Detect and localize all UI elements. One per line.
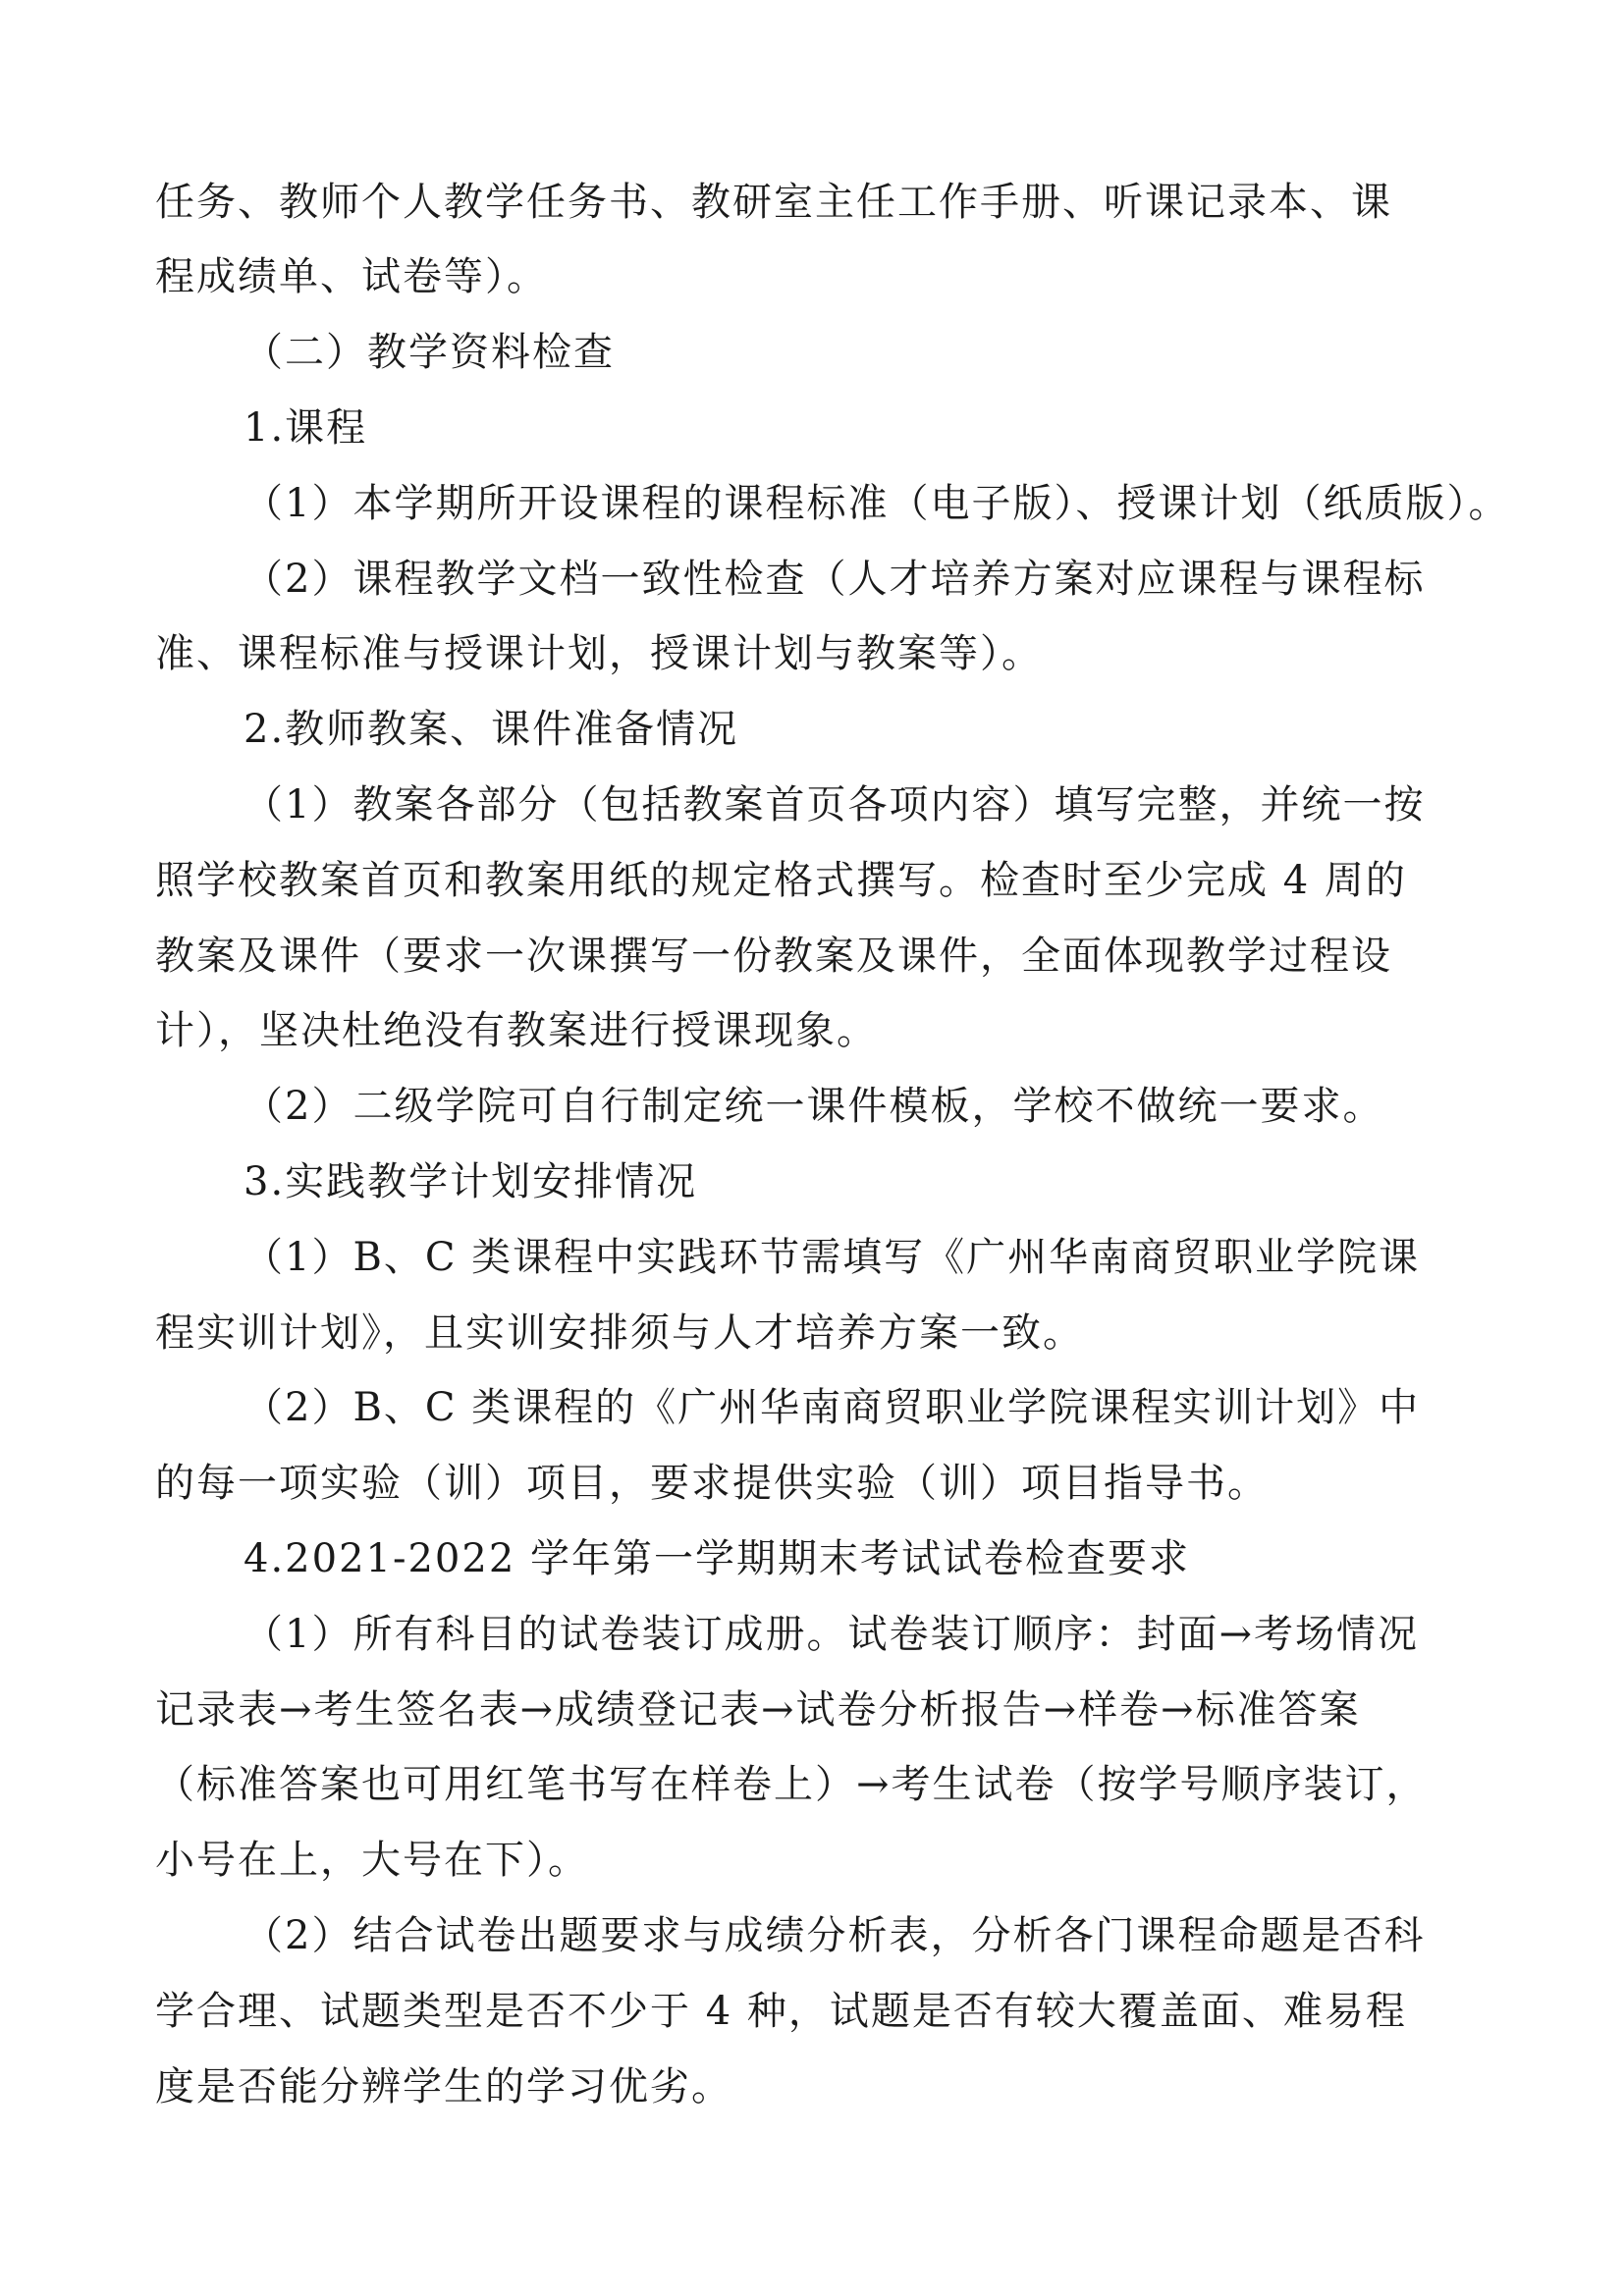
list-item: （2）结合试卷出题要求与成绩分析表，分析各门课程命题是否科 <box>244 1913 1426 1958</box>
paragraph-line: 学合理、试题类型是否不少于 4 种，试题是否有较大覆盖面、难易程 <box>155 1989 1407 2034</box>
subsection-heading: 3.实践教学计划安排情况 <box>244 1159 698 1204</box>
paragraph-line: 照学校教案首页和教案用纸的规定格式撰写。检查时至少完成 4 周的 <box>155 858 1407 903</box>
subsection-heading: 2.教师教案、课件准备情况 <box>244 707 739 752</box>
paragraph-line: 程成绩单、试卷等）。 <box>155 254 548 299</box>
paragraph-line: 任务、教师个人教学任务书、教研室主任工作手册、听课记录本、课 <box>155 180 1392 225</box>
paragraph-line: 记录表→考生签名表→成绩登记表→试卷分析报告→样卷→标准答案 <box>155 1687 1361 1733</box>
section-heading: （二）教学资料检查 <box>244 330 615 375</box>
paragraph-line: 度是否能分辨学生的学习优劣。 <box>155 2064 732 2109</box>
list-item: （1）教案各部分（包括教案首页各项内容）填写完整，并统一按 <box>244 782 1426 828</box>
list-item: （1）B、C 类课程中实践环节需填写《广州华南商贸职业学院课 <box>244 1235 1421 1280</box>
subsection-heading: 1.课程 <box>244 405 368 451</box>
list-item: （1）本学期所开设课程的课程标准（电子版）、授课计划（纸质版）。 <box>244 481 1510 526</box>
list-item: （2）课程教学文档一致性检查（人才培养方案对应课程与课程标 <box>244 557 1426 602</box>
paragraph-line: 准、课程标准与授课计划，授课计划与教案等）。 <box>155 631 1043 676</box>
list-item: （2）二级学院可自行制定统一课件模板，学校不做统一要求。 <box>244 1084 1384 1129</box>
subsection-heading: 4.2021-2022 学年第一学期期末考试试卷检查要求 <box>244 1536 1190 1581</box>
list-item: （1）所有科目的试卷装订成册。试卷装订顺序：封面→考场情况 <box>244 1612 1419 1657</box>
paragraph-line: （标准答案也可用红笔书写在样卷上）→考生试卷（按学号顺序装订， <box>155 1762 1428 1807</box>
list-item: （2）B、C 类课程的《广州华南商贸职业学院课程实训计划》中 <box>244 1385 1421 1430</box>
paragraph-line: 程实训计划》，且实训安排须与人才培养方案一致。 <box>155 1310 1084 1356</box>
paragraph-line: 的每一项实验（训）项目，要求提供实验（训）项目指导书。 <box>155 1461 1269 1506</box>
paragraph-line: 计），坚决杜绝没有教案进行授课现象。 <box>155 1008 878 1053</box>
paragraph-line: 小号在上，大号在下）。 <box>155 1838 589 1883</box>
paragraph-line: 教案及课件（要求一次课撰写一份教案及课件，全面体现教学过程设 <box>155 934 1392 979</box>
